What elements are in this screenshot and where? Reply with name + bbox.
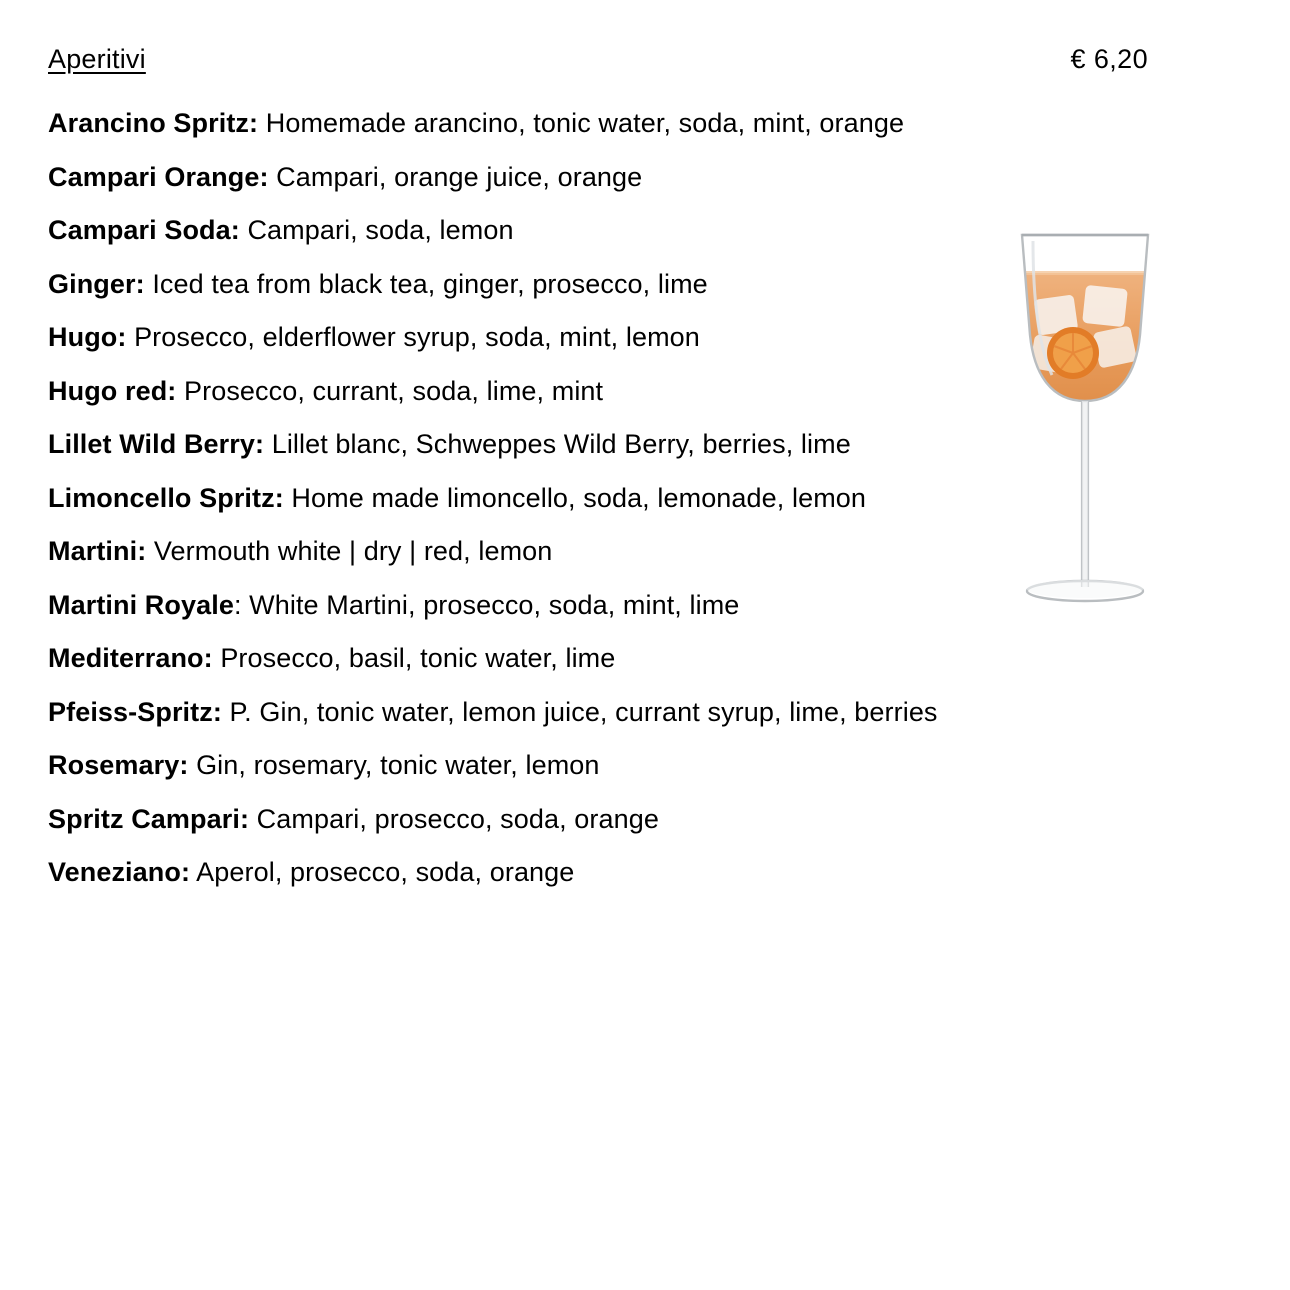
list-item — [48, 258, 1242, 312]
item-description: Lillet blanc, Schweppes Wild Berry, berries, lime — [271, 429, 851, 459]
item-name: Arancino Spritz: — [48, 108, 259, 138]
page-title: Aperitivi — [48, 44, 146, 74]
item-description: Prosecco, currant, soda, lime, mint — [184, 375, 604, 406]
menu-item-list — [48, 97, 1242, 900]
list-item — [48, 204, 1242, 258]
list-item — [48, 525, 1242, 579]
item-description: Prosecco, elderflower syrup, soda, mint, lemon — [134, 322, 700, 352]
list-item — [48, 579, 1242, 633]
item-description: Prosecco, basil, tonic water, lime — [220, 643, 616, 673]
list-item — [48, 311, 1242, 365]
section-price: € 6,20 — [1070, 44, 1148, 74]
item-name: Ginger: — [48, 268, 145, 299]
item-name: Hugo red: — [48, 375, 177, 406]
list-item — [48, 686, 1242, 740]
item-description: Homemade arancino, tonic water, soda, mint, orange — [265, 108, 905, 138]
list-item — [48, 472, 1242, 526]
list-item — [48, 739, 1242, 793]
list-item — [48, 365, 1242, 419]
item-description: Campari, soda, lemon — [247, 215, 514, 245]
section-header — [48, 44, 1148, 75]
item-name: Mediterrano: — [48, 643, 213, 673]
item-name: Lillet Wild Berry: — [48, 429, 265, 459]
item-name: Campari Orange: — [48, 161, 269, 192]
item-description: Iced tea from black tea, ginger, prosecco, lime — [152, 268, 708, 299]
item-name: Martini Royale — [48, 589, 234, 620]
item-name: Rosemary: — [48, 750, 189, 780]
item-description: Campari, prosecco, soda, orange — [256, 803, 659, 834]
item-description: Aperol, prosecco, soda, orange — [196, 857, 575, 887]
list-item — [48, 846, 1242, 900]
item-name: Spritz Campari: — [48, 803, 250, 834]
list-item — [48, 151, 1242, 205]
item-name: Pfeiss-Spritz: — [48, 696, 222, 727]
item-description: Campari, orange juice, orange — [276, 161, 643, 192]
item-name: Campari Soda: — [48, 215, 240, 245]
item-description: Gin, rosemary, tonic water, lemon — [196, 750, 600, 780]
item-name: Martini: — [48, 536, 147, 566]
list-item — [48, 632, 1242, 686]
item-description: : White Martini, prosecco, soda, mint, lime — [233, 589, 740, 620]
item-description: Vermouth white | dry | red, lemon — [153, 536, 553, 566]
item-name: Hugo: — [48, 322, 127, 352]
list-item — [48, 97, 1242, 151]
item-description: P. Gin, tonic water, lemon juice, currant syrup, lime, berries — [229, 696, 938, 727]
list-item — [48, 793, 1242, 847]
item-description: Home made limoncello, soda, lemonade, lemon — [291, 482, 867, 513]
item-name: Limoncello Spritz: — [48, 482, 284, 513]
item-name: Veneziano: — [48, 857, 191, 887]
list-item — [48, 418, 1242, 472]
